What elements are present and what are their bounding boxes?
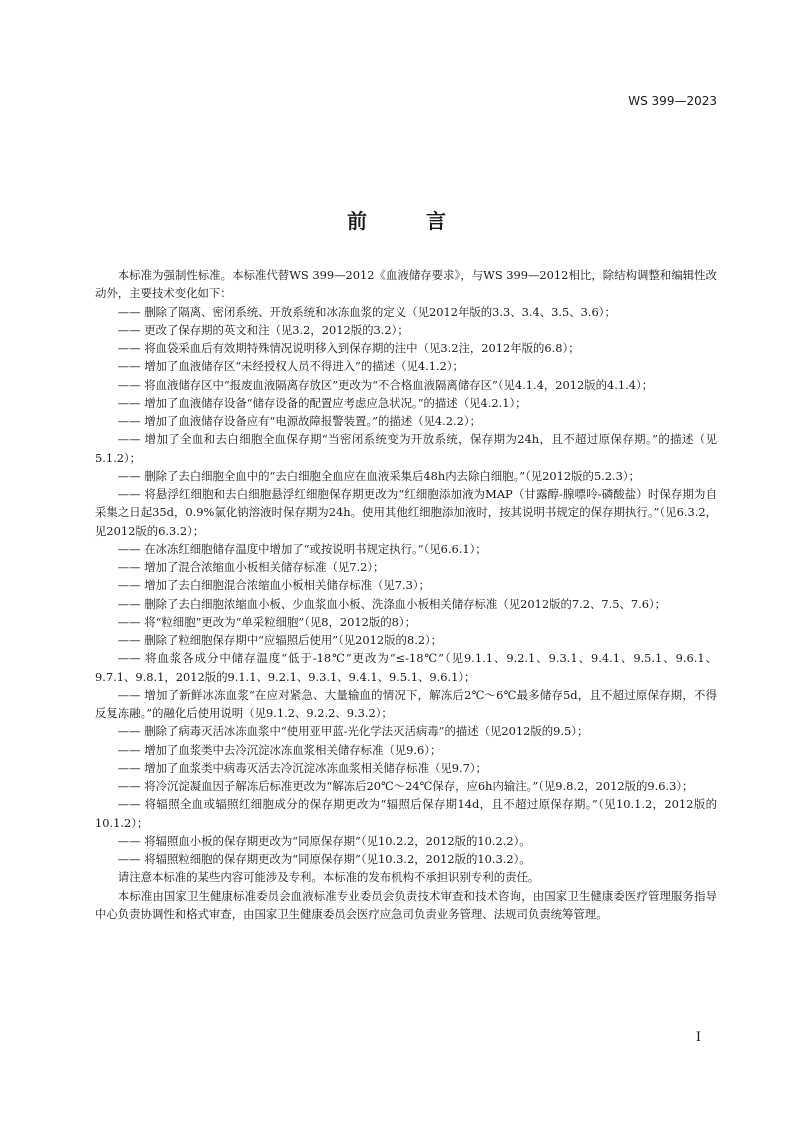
drafting-note: 本标准由国家卫生健康标准委员会血液标准专业委员会负责技术审查和技术咨询，由国家卫生健康委医疗管理服务指导中心负责协调性和格式审查，由国家卫生健康委员会医疗应急司负责业务管理、法规司负责统筹管理。 (95, 888, 717, 921)
change-item: —— 将冷沉淀凝血因子解冻后标准更改为“解冻后20℃～24℃保存，应6h内输注。”（见9.8.2，2012版的9.6.3）； (117, 779, 694, 793)
change-item: —— 将血液储存区中“报废血液隔离存放区”更改为“不合格血液隔离储存区”（见4.1.4，2012版的4.1.4）； (117, 377, 654, 392)
change-item: —— 更改了保存期的英文和注（见3.2，2012版的3.2）； (117, 322, 409, 337)
change-item: —— 增加了血液储存设备应有“电源故障报警装置。”的描述（见4.2.2）； (117, 414, 481, 428)
intro-paragraph: 本标准为强制性标准。本标准代替WS 399—2012《血液储存要求》，与WS 399—2012相比，除结构调整和编辑性改动外，主要技术变化如下： (95, 268, 717, 301)
change-item: —— 增加了混合浓缩血小板相关储存标准（见7.2）； (117, 560, 385, 574)
change-item: —— 删除了隔离、密闭系统、开放系统和冰冻血浆的定义（见2012年版的3.3、3.4、3.5、3.6）； (117, 304, 616, 319)
change-item: —— 增加了血浆类中去冷沉淀冰冻血浆相关储存标准（见9.6）； (117, 742, 442, 757)
change-item: —— 在冰冻红细胞储存温度中增加了“或按说明书规定执行。”（见6.6.1）； (117, 541, 487, 556)
change-item: —— 删除了病毒灭活冰冻血浆中“使用亚甲蓝-光化学法灭活病毒”的描述（见2012版的9.5）； (117, 724, 589, 739)
change-item: —— 增加了血液储存区“未经授权人员不得进入”的描述（见4.1.2）； (117, 359, 464, 374)
change-item: —— 删除了去白细胞全血中的“去白细胞全血应在血液采集后48h内去除白细胞。”（见2012版的5.2.3）； (117, 468, 641, 483)
change-item: —— 将辐照全血或辐照红细胞成分的保存期更改为“辐照后保存期14d，且不超过原保存期。”（见10.1.2，2012版的10.1.2）； (95, 797, 717, 830)
change-item: —— 将悬浮红细胞和去白细胞悬浮红细胞保存期更改为“红细胞添加液为MAP（甘露醇-腺嘌呤-磷酸盐）时保存期为自采集之日起35d，0.9%氯化钠溶液时保存期为24h。使用其他红细胞添加液时，按其说明书规定的保存期执行。”（见6.3.2，见2012版的6.3.2）； (95, 487, 717, 538)
change-item: —— 将血袋采血后有效期特殊情况说明移入到保存期的注中（见3.2注，2012年版的6.8）； (117, 341, 580, 355)
change-item: —— 增加了血液储存设备“储存设备的配置应考虑应急状况。”的描述（见4.2.1）； (117, 395, 527, 410)
foreword-body (95, 266, 717, 923)
change-item: —— 将辐照粒细胞的保存期更改为“同原保存期”（见10.3.2，2012版的10.3.2）。 (117, 852, 531, 866)
change-item: —— 将血浆各成分中储存温度“低于-18℃”更改为“≤-18℃”（见9.1.1、9.2.1、9.3.1、9.4.1、9.5.1、9.6.1、9.7.1、9.8.1，2012版的9.1.1、9.2.1、9.3.1、9.4.1、9.5.1、9.6.1）； (95, 651, 717, 684)
change-item: —— 删除了去白细胞浓缩血小板、少血浆血小板、洗涤血小板相关储存标准（见2012版的7.2、7.5、7.6）； (117, 596, 667, 611)
change-item: —— 将辐照血小板的保存期更改为“同原保存期”（见10.2.2，2012版的10.2.2）。 (117, 833, 531, 848)
change-item: —— 增加了新鲜冰冻血浆“在应对紧急、大量输血的情况下，解冻后2℃～6℃最多储存5d，且不超过原保存期，不得反复冻融。”的融化后使用说明（见9.1.2、9.2.2、9.3.2）； (95, 687, 717, 720)
change-item: —— 将“粒细胞”更改为“单采粒细胞”（见8，2012版的8）； (117, 614, 416, 629)
change-item: —— 增加了去白细胞混合浓缩血小板相关储存标准（见7.3）； (117, 578, 430, 593)
change-item: —— 增加了血浆类中病毒灭活去冷沉淀冰冻血浆相关储存标准（见9.7）； (117, 760, 487, 775)
change-item: —— 删除了粒细胞保存期中“应辐照后使用”（见2012版的8.2）； (117, 633, 443, 647)
changes-list (95, 303, 717, 869)
page-number: I (695, 1030, 701, 1045)
patent-note: 请注意本标准的某些内容可能涉及专利。本标准的发布机构不承担识别专利的责任。 (117, 870, 540, 885)
page-title: 前 言 (347, 209, 472, 233)
document-code: WS 399—2023 (628, 94, 717, 108)
change-item: —— 增加了全血和去白细胞全血保存期“当密闭系统变为开放系统，保存期为24h，且不超过原保存期。”的描述（见5.1.2）； (95, 432, 717, 465)
